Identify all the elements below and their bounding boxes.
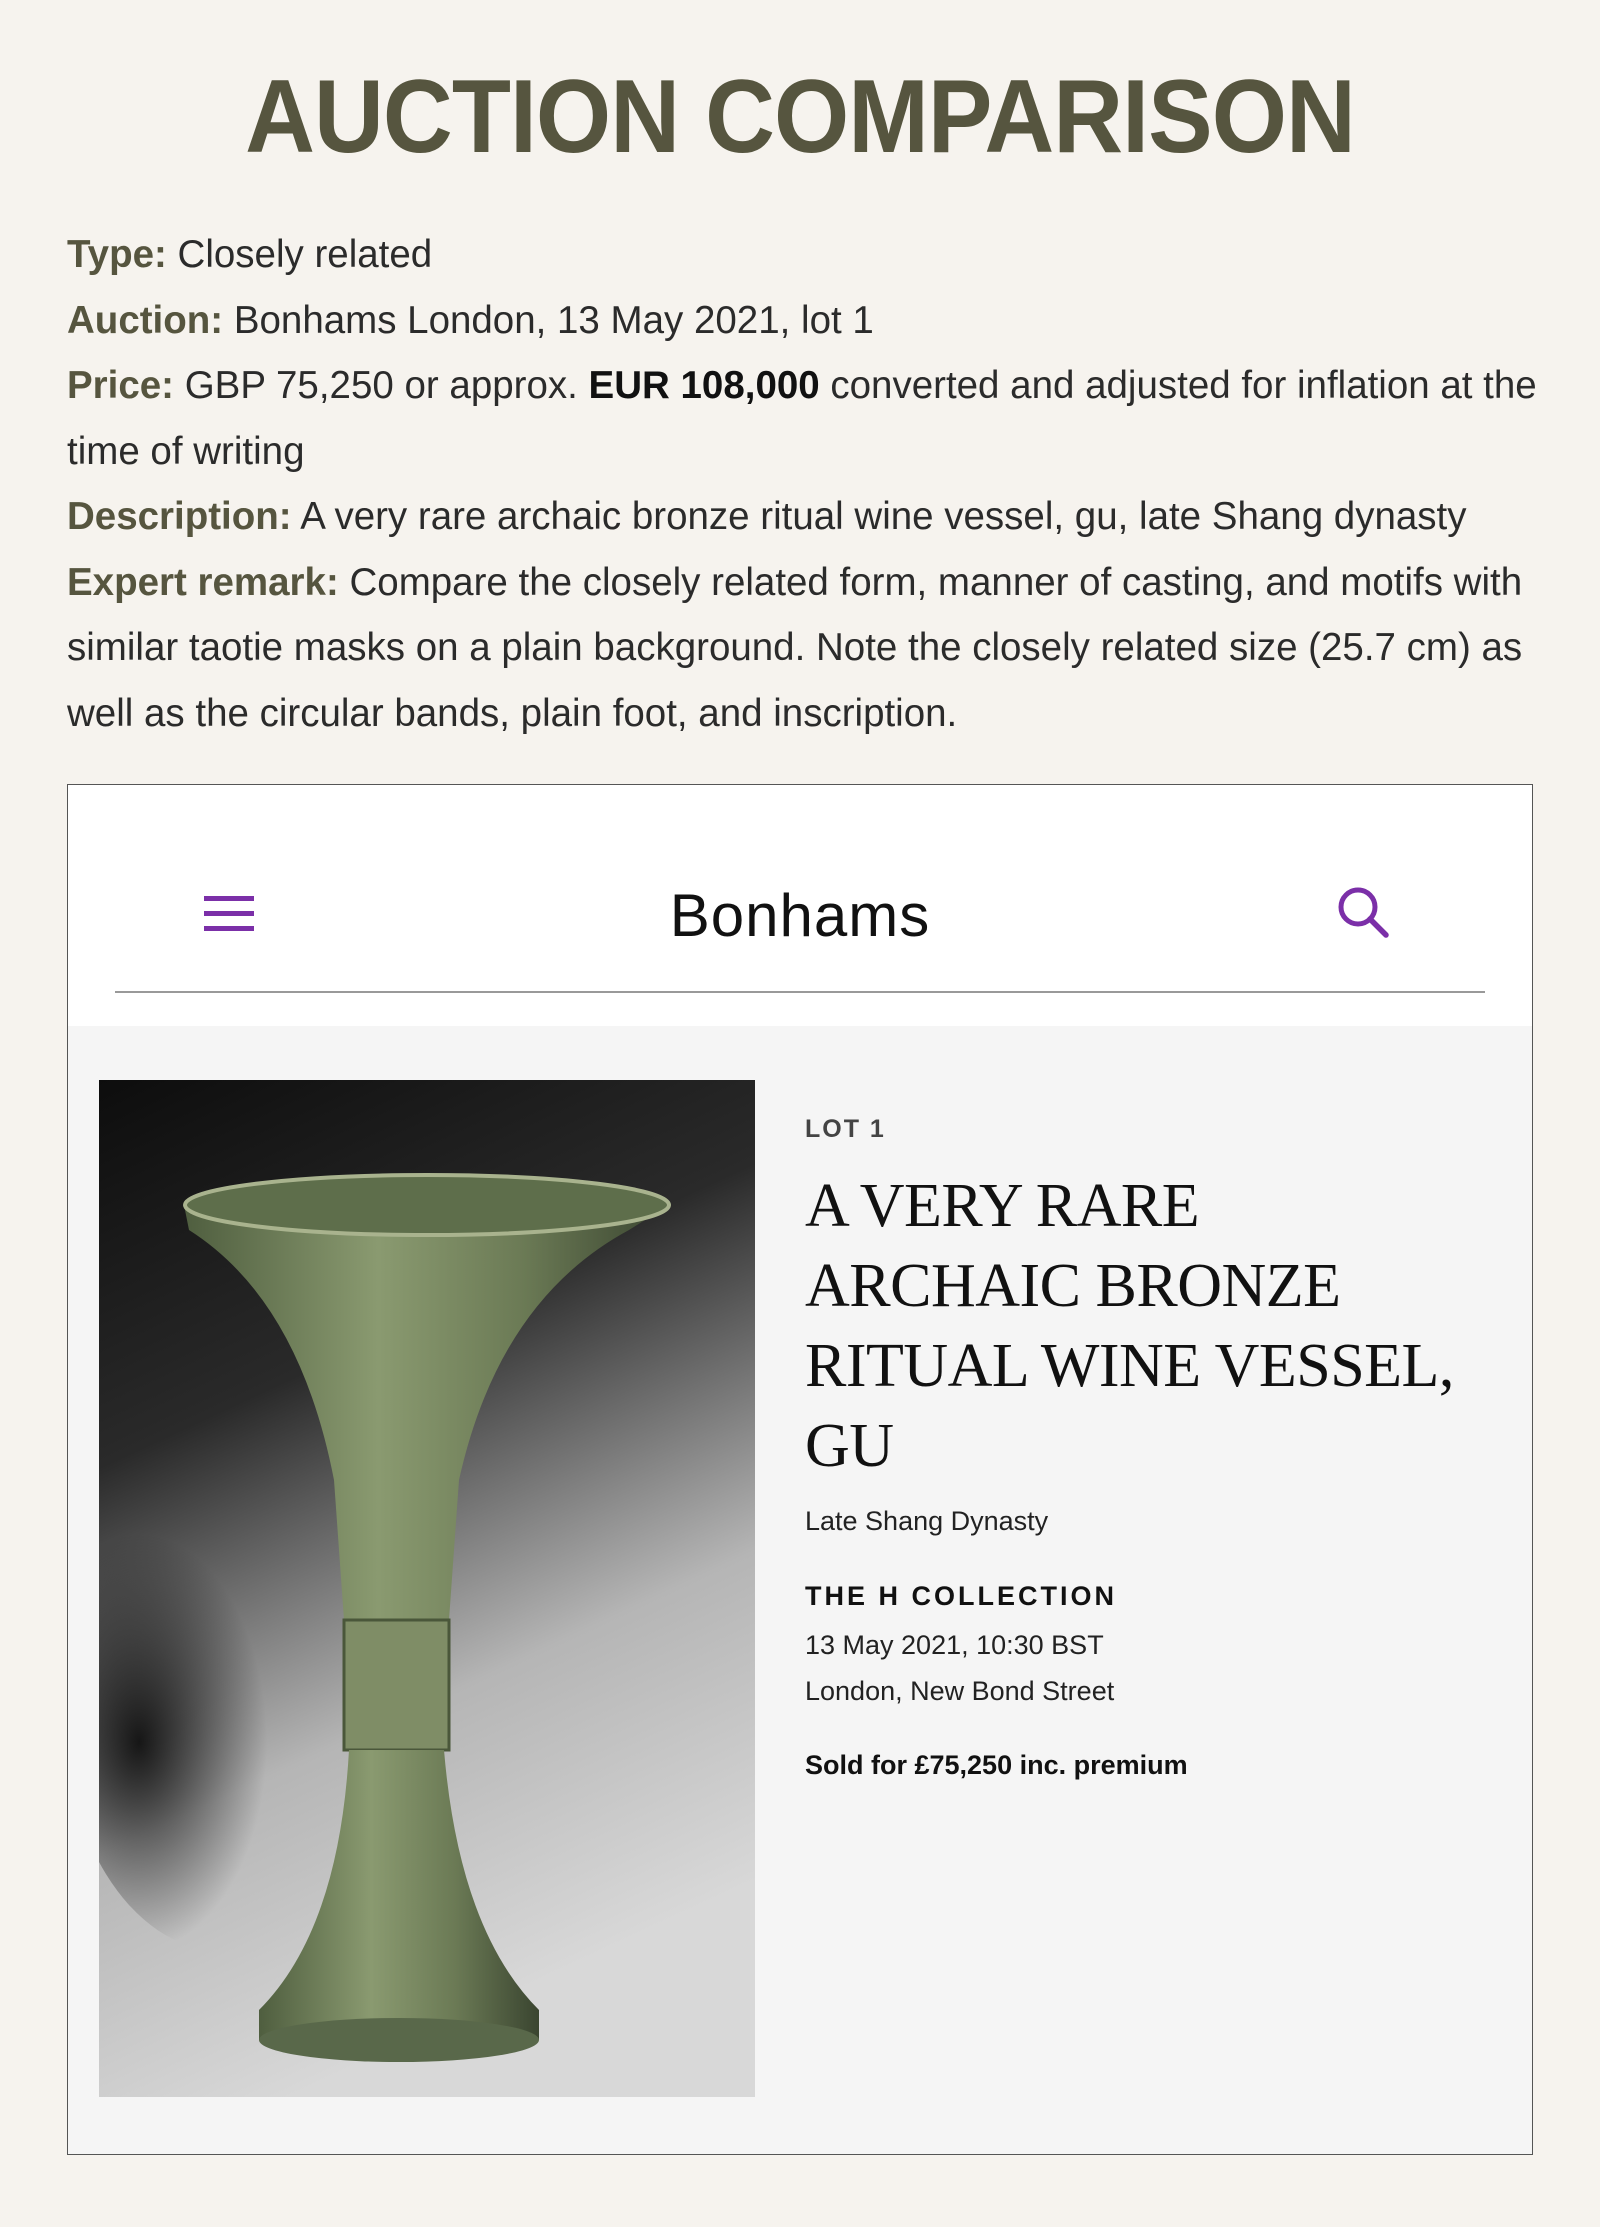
type-value: Closely related bbox=[177, 233, 433, 276]
lot-title-line: RITUAL WINE VESSEL, bbox=[805, 1332, 1454, 1400]
comparison-info bbox=[67, 222, 1547, 746]
description-row bbox=[67, 484, 1547, 550]
sale-date: 13 May 2021, 10:30 BST bbox=[805, 1630, 1104, 1660]
sold-price: Sold for £75,250 inc. premium bbox=[805, 1750, 1188, 1780]
lot-period: Late Shang Dynasty bbox=[805, 1506, 1049, 1536]
type-label: Type: bbox=[67, 233, 167, 276]
lot-image[interactable] bbox=[99, 1080, 755, 2097]
type-row bbox=[67, 222, 1547, 288]
lot-title-line: ARCHAIC BRONZE bbox=[805, 1252, 1341, 1320]
search-icon[interactable] bbox=[1336, 885, 1392, 941]
price-row bbox=[67, 353, 1547, 484]
sale-location: London, New Bond Street bbox=[805, 1676, 1115, 1706]
price-label: Price: bbox=[67, 364, 175, 407]
lot-details bbox=[805, 1115, 1505, 1781]
lot-title-line: A VERY RARE bbox=[805, 1172, 1200, 1240]
sale-meta bbox=[805, 1622, 1505, 1714]
lot-title-line: GU bbox=[805, 1412, 894, 1480]
lot-number: LOT 1 bbox=[805, 1115, 886, 1143]
remark-value: Compare the closely related form, manner of casting, and motifs with similar taotie masks on a plain background. Note the closely related size (25.7 cm) as well as the circular bands, plain foot, and inscription. bbox=[67, 560, 1523, 735]
description-value: A very rare archaic bronze ritual wine vessel, gu, late Shang dynasty bbox=[300, 495, 1467, 538]
bonhams-logo[interactable]: Bonhams bbox=[669, 882, 931, 949]
remark-row bbox=[67, 550, 1547, 747]
price-gbp: GBP 75,250 or approx. bbox=[184, 364, 578, 407]
page-title: AUCTION COMPARISON bbox=[245, 59, 1355, 175]
auction-row bbox=[67, 288, 1547, 354]
description-label: Description: bbox=[67, 495, 292, 538]
price-note: converted and adjusted for inflation at the time of writing bbox=[67, 364, 1537, 473]
site-header bbox=[68, 785, 1532, 1026]
price-eur: EUR 108,000 bbox=[588, 364, 820, 407]
sale-collection[interactable]: THE H COLLECTION bbox=[805, 1581, 1117, 1611]
lot-title bbox=[805, 1166, 1505, 1486]
header-divider bbox=[115, 991, 1485, 993]
auction-screenshot bbox=[67, 784, 1533, 2155]
auction-value: Bonhams London, 13 May 2021, lot 1 bbox=[233, 298, 874, 342]
auction-label: Auction: bbox=[67, 298, 224, 342]
remark-label: Expert remark: bbox=[67, 560, 339, 604]
